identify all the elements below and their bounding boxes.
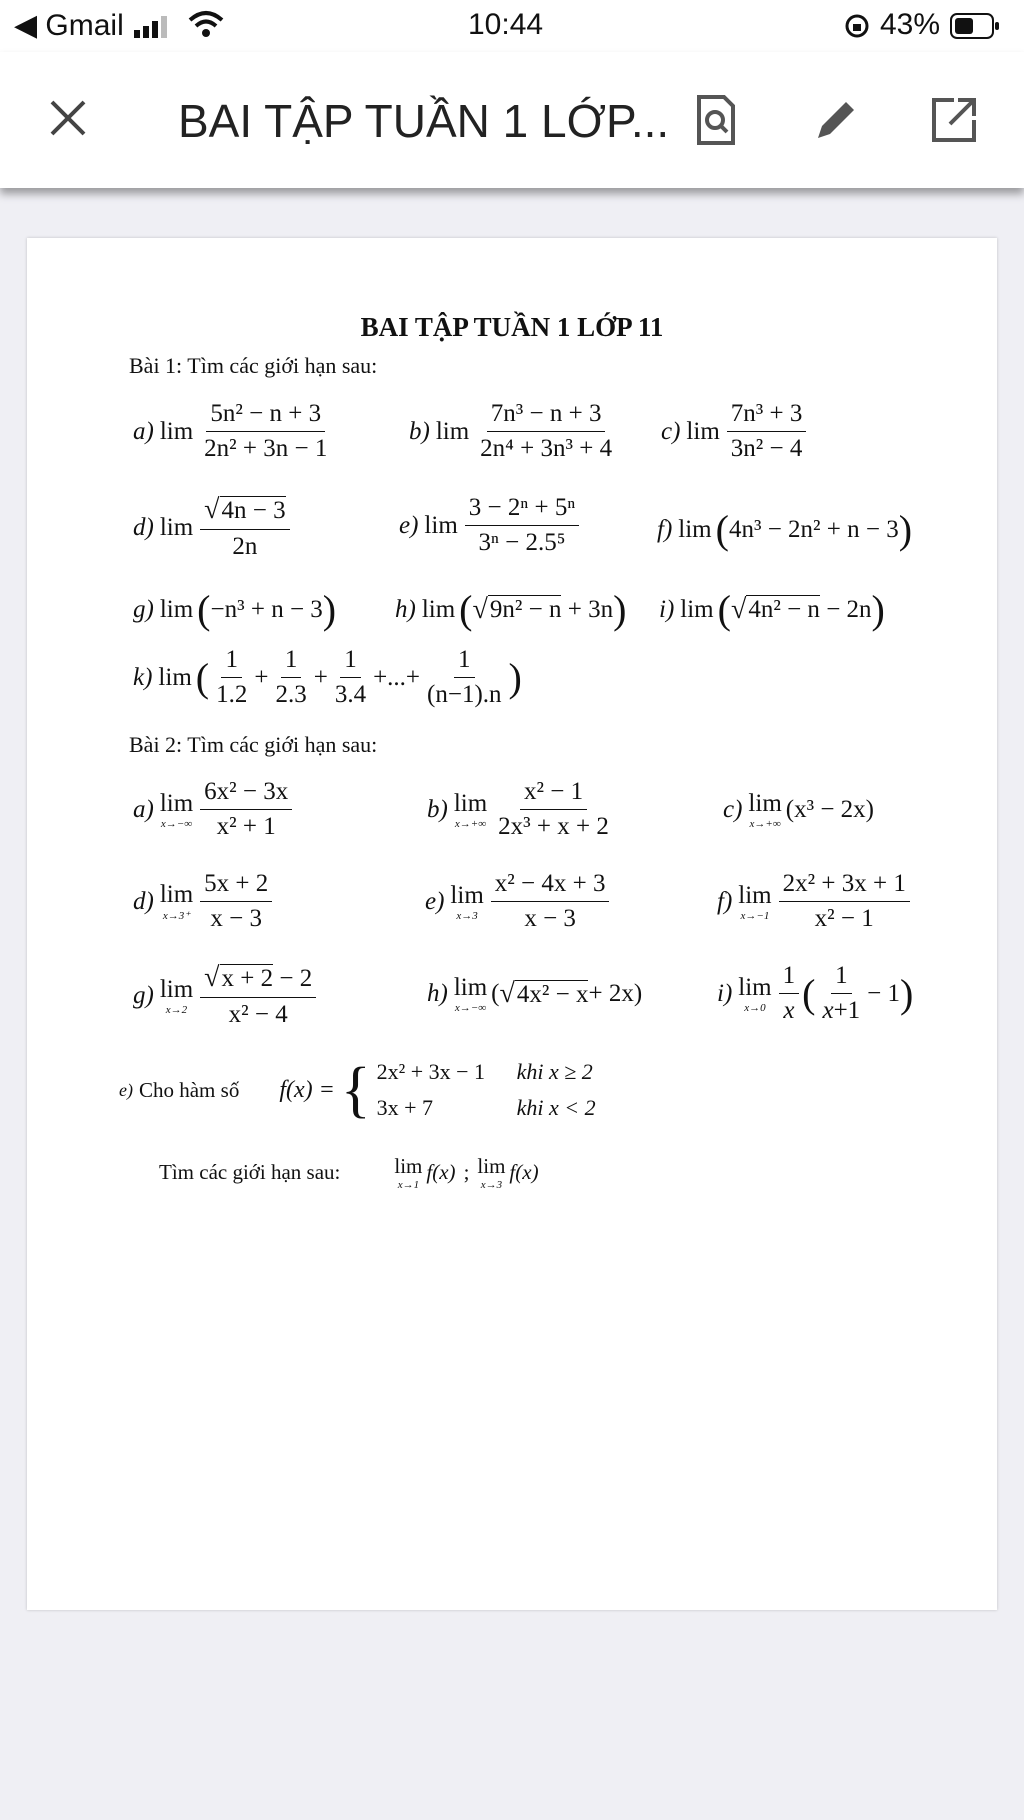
bai2-g: g) lim x→2 $\frac{√x + 2 - 2}{\text{x² − 4}}$ <box>133 962 319 1029</box>
bai1-f: f) lim ( 4n³ − 2n² + n − 3 ) <box>657 507 913 552</box>
bai1-h: h) lim ( √ 9n² − n + 3n ) <box>395 587 627 632</box>
clock: 10:44 <box>468 8 544 41</box>
bai1-a: a) lim $\frac{\text{5n² − n + 3}}{\text{2n² + 3n − 1}}$ <box>133 400 328 462</box>
document-title: BAI TẬP TUẦN 1 LỚP... <box>178 95 670 147</box>
wifi-icon <box>188 10 224 43</box>
bai1-b: b) lim $\frac{\text{7n³ − n + 3}}{\text{2n⁴ + 3n³ + 4}}$ <box>409 400 613 462</box>
bai1-c: c) lim $\frac{\text{7n³ + 3}}{\text{3n² − 4}}$ <box>661 400 809 463</box>
battery-icon <box>950 12 1000 45</box>
find-in-document-icon[interactable] <box>696 94 736 151</box>
bai2-d: d) lim x→3⁺ $\frac{5x + 2}{x - 3}$ <box>133 870 275 933</box>
viewer-toolbar <box>0 52 1024 188</box>
back-to-gmail[interactable]: ◀ Gmail <box>14 9 124 42</box>
bai1-heading: Bài 1: Tìm các giới hạn sau: <box>129 353 378 378</box>
document-heading: BAI TẬP TUẦN 1 LỚP 11 <box>360 312 664 342</box>
close-icon[interactable] <box>48 98 88 143</box>
bai1-k: k) lim ( $\frac{1}{1.2}$ + $\frac{1}{2.3}$ + $\frac{1}{3.4}$ +...+ $\frac{1}{(n-1).n}$ ) <box>133 646 522 708</box>
bai2-a: a) lim x→−∞ $\frac{\text{6x² − 3x}}{\text{x² + 1}}$ <box>133 778 295 841</box>
battery-percent: 43% <box>880 8 941 41</box>
edit-pencil-icon[interactable] <box>812 96 860 149</box>
function-definition: e) Cho hàm số f(x) = { 2x² + 3x − 1 khi x ≥ 2 3x + 7 khi x < 2 <box>119 1055 596 1124</box>
status-bar <box>0 0 1024 52</box>
bai2-f: f) lim x→−1 $\frac{\text{2x² + 3x + 1}}{\text{x² − 1}}$ <box>717 870 913 933</box>
bai1-e: e) lim $\frac{\text{3 − 2ⁿ + 5ⁿ}}{\text{3ⁿ − 2.5⁵}}$ <box>399 494 582 557</box>
bai1-g: g) lim ( −n³ + n − 3 ) <box>133 587 337 632</box>
bai1-i: i) lim ( √ 4n² − n − 2n ) <box>659 587 885 632</box>
bai2-b: b) lim x→+∞ $\frac{\text{x² − 1}}{\text{2x³ + x + 2}}$ <box>427 778 609 840</box>
bai2-i: i) lim x→0 $\frac{1}{x}$ ( $\frac{1}{x+1}$ − 1 ) <box>717 962 914 1024</box>
open-external-icon[interactable] <box>930 96 978 149</box>
bai2-c: c) lim x→+∞ (x³ − 2x) <box>723 790 875 830</box>
bai2-heading: Bài 2: Tìm các giới hạn sau: <box>129 732 378 757</box>
bai2-h: h) lim x→−∞ ( √ 4x² − x + 2x) <box>427 974 643 1014</box>
bai1-d: d) lim $\frac{√4n - 3}{2n}$ <box>133 494 293 561</box>
bai2-e: e) lim x→3 $\frac{\text{x² − 4x + 3}}{x - 3}$ <box>425 870 612 933</box>
document-page <box>27 238 997 1610</box>
rotation-lock-icon <box>844 13 870 44</box>
signal-icon <box>134 16 178 43</box>
function-question: Tìm các giới hạn sau: lim x→1 f(x) ; lim x→3 f(x) <box>159 1154 539 1191</box>
